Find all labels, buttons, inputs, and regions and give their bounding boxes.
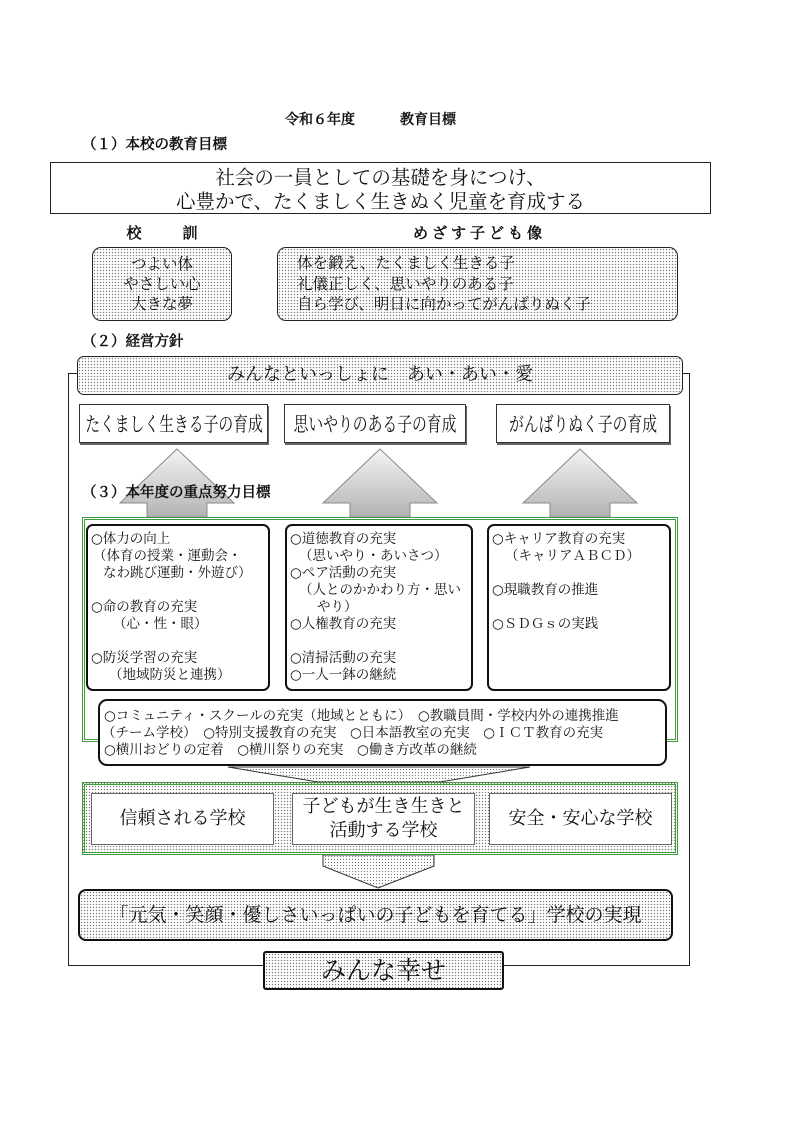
school-image-lively [292, 793, 475, 845]
up-arrow-icon [523, 449, 637, 517]
focus-item-detail: （思いやり・あいさつ） [299, 548, 448, 564]
pillar-box-caring [284, 404, 466, 443]
section1-heading: （１）本校の教育目標 [82, 137, 227, 153]
up-arrow-icon [323, 449, 437, 517]
funnel-shape [228, 767, 530, 782]
section2-heading: （２）経営方針 [82, 334, 184, 350]
common-goals-line: ○コミュニティ・スクールの充実（地域とともに） ○教職員間・学校内外の連携推進 [104, 708, 619, 724]
focus-item: ○一人一鉢の継続 [290, 667, 397, 683]
focus-column-persevering [487, 524, 671, 691]
motto-item: つよい体 [130, 255, 193, 273]
final-goal-box: みんな幸せ [263, 951, 504, 990]
section3-heading: （３）本年度の重点努力目標 [82, 485, 271, 501]
focus-item-detail: （心・性・眼） [113, 616, 208, 632]
focus-item-detail: やり） [317, 599, 358, 615]
focus-group [287, 650, 471, 684]
motto-heading: 校 訓 [126, 224, 211, 242]
school-image-label: 安全・安心な学校 [508, 808, 653, 829]
focus-column-caring [285, 524, 473, 691]
focus-item: ○ＳＤＧｓの実践 [492, 616, 599, 632]
school-goal-line: 社会の一員としての基礎を身につけ、 [215, 166, 546, 189]
pillar-box-persevering [496, 404, 670, 443]
pillar-label: たくましく生きる子の育成 [84, 411, 263, 436]
school-goal-line: 心豊かで、たくましく生きぬく児童を育成する [175, 190, 586, 213]
focus-group [489, 616, 669, 633]
focus-item: ○体力の向上 [91, 531, 171, 547]
down-arrow-icon [323, 855, 434, 888]
focus-group [88, 531, 268, 582]
title-label: 教育目標 [400, 112, 456, 128]
focus-item: ○ペア活動の充実 [290, 565, 397, 581]
focus-item-detail: （人とのかかわり方・思い [299, 582, 461, 598]
focus-item: ○現職教育の推進 [492, 582, 599, 598]
focus-item-detail: なわ跳び運動・外遊び） [103, 565, 252, 581]
ideal-child-item: 礼儀正しく、思いやりのある子 [297, 274, 514, 293]
focus-item-detail: （地域防災と連携） [109, 667, 231, 683]
focus-item-detail: （キャリアＡＢＣＤ） [505, 548, 640, 564]
school-image-label: 活動する学校 [329, 820, 438, 841]
motto-item: 大きな夢 [130, 295, 193, 313]
pillar-box-strong [79, 404, 268, 443]
ideal-child-item: 体を鍛え、たくましく生きる子 [297, 254, 515, 272]
school-image-label: 信頼される学校 [119, 808, 246, 829]
common-goals-line: （チーム学校） ○特別支援教育の充実 ○日本語教室の充実 ○ＩＣＴ教育の充実 [102, 725, 604, 741]
title-year: 令和６年度 [285, 112, 355, 128]
focus-item: ○命の教育の充実 [91, 599, 198, 615]
focus-item: ○清掃活動の充実 [290, 650, 397, 666]
focus-group [489, 582, 669, 599]
focus-group [489, 531, 669, 565]
focus-group [88, 599, 268, 633]
focus-group [88, 650, 268, 684]
ideal-child-heading: めざす子ども像 [412, 224, 546, 242]
focus-item: ○防災学習の充実 [91, 650, 198, 666]
focus-item: ○キャリア教育の充実 [492, 531, 626, 547]
motto-item: やさしい心 [123, 275, 201, 293]
slogan-box: みんなといっしょに あい・あい・愛 [77, 356, 683, 395]
focus-item-detail: （体育の授業・運動会・ [93, 548, 242, 564]
up-arrow-icon [120, 449, 234, 517]
common-goals-box [98, 699, 667, 766]
school-image-label: 子どもが生き生きと [302, 796, 465, 817]
school-image-trusted [91, 793, 274, 845]
common-goals-line: ○横川おどりの定着 ○横川祭りの充実 ○働き方改革の継続 [104, 742, 477, 758]
focus-column-strong [86, 524, 270, 691]
focus-item: ○人権教育の充実 [290, 616, 397, 632]
school-image-safe [489, 793, 672, 845]
focus-item: ○道徳教育の充実 [290, 531, 397, 547]
pillar-label: 思いやりのある子の育成 [293, 411, 457, 436]
focus-group [287, 531, 471, 633]
pillar-label: がんばりぬく子の育成 [509, 411, 657, 436]
realization-box: 「元気・笑顔・優しさいっぱいの子どもを育てる」学校の実現 [78, 889, 673, 941]
ideal-child-item: 自ら学び、明日に向かってがんばりぬく子 [297, 295, 591, 313]
